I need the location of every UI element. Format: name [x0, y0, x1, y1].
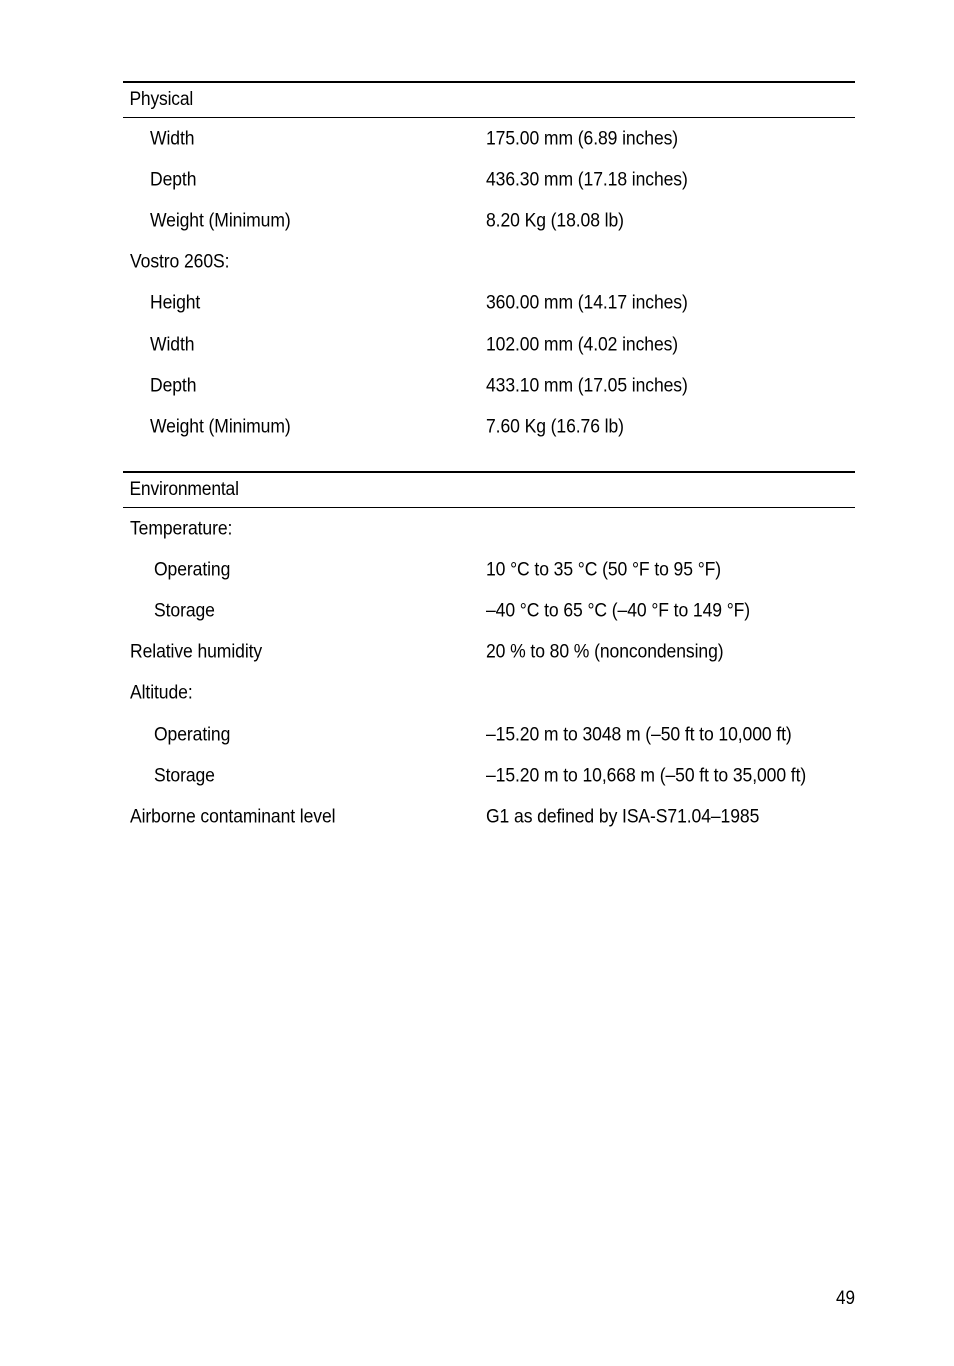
row-label: Airborne contaminant level — [130, 805, 336, 828]
row-label: Storage — [154, 599, 215, 622]
table-row — [123, 406, 855, 447]
row-label: Depth — [150, 374, 197, 397]
table-row — [123, 755, 855, 796]
section-heading: Physical — [129, 89, 194, 110]
row-value: 175.00 mm (6.89 inches) — [486, 127, 679, 150]
row-value: 433.10 mm (17.05 inches) — [486, 374, 688, 397]
table-row — [123, 549, 855, 590]
section-heading: Environmental — [129, 479, 239, 500]
row-label: Storage — [154, 764, 215, 787]
row-value: 20 % to 80 % (noncondensing) — [486, 640, 724, 663]
table-row — [123, 324, 855, 365]
row-label: Operating — [154, 723, 231, 746]
table-row — [123, 365, 855, 406]
row-label: Height — [150, 291, 201, 314]
row-value: 436.30 mm (17.18 inches) — [486, 168, 688, 191]
row-value: 8.20 Kg (18.08 lb) — [486, 209, 624, 232]
table-row — [123, 632, 855, 673]
physical-spec-table — [123, 81, 855, 448]
row-value: –40 °C to 65 °C (–40 °F to 149 °F) — [486, 599, 751, 622]
row-label: Width — [150, 127, 195, 150]
row-value: 102.00 mm (4.02 inches) — [486, 333, 679, 356]
table-row — [123, 159, 855, 200]
row-value: G1 as defined by ISA-S71.04–1985 — [486, 805, 760, 828]
row-label: Operating — [154, 558, 231, 581]
table-row — [123, 242, 855, 283]
table-row — [123, 796, 855, 837]
table-row — [123, 714, 855, 755]
row-label: Temperature: — [130, 517, 233, 540]
table-row — [123, 590, 855, 631]
table-row — [123, 673, 855, 714]
row-label: Relative humidity — [130, 640, 263, 663]
row-label: Depth — [150, 168, 197, 191]
table-row — [123, 283, 855, 324]
row-label: Vostro 260S: — [130, 250, 230, 273]
page-number: 49 — [836, 1288, 856, 1309]
row-label: Altitude: — [130, 681, 193, 704]
row-value: –15.20 m to 3048 m (–50 ft to 10,000 ft) — [486, 723, 792, 746]
row-value: 360.00 mm (14.17 inches) — [486, 291, 688, 314]
row-label: Width — [150, 333, 195, 356]
row-label: Weight (Minimum) — [150, 209, 291, 232]
environmental-spec-table — [123, 471, 855, 838]
row-value: 10 °C to 35 °C (50 °F to 95 °F) — [486, 558, 722, 581]
table-row — [123, 508, 855, 549]
row-label: Weight (Minimum) — [150, 415, 291, 438]
row-value: –15.20 m to 10,668 m (–50 ft to 35,000 ft) — [486, 764, 807, 787]
row-value: 7.60 Kg (16.76 lb) — [486, 415, 624, 438]
table-row — [123, 200, 855, 241]
table-row — [123, 118, 855, 159]
